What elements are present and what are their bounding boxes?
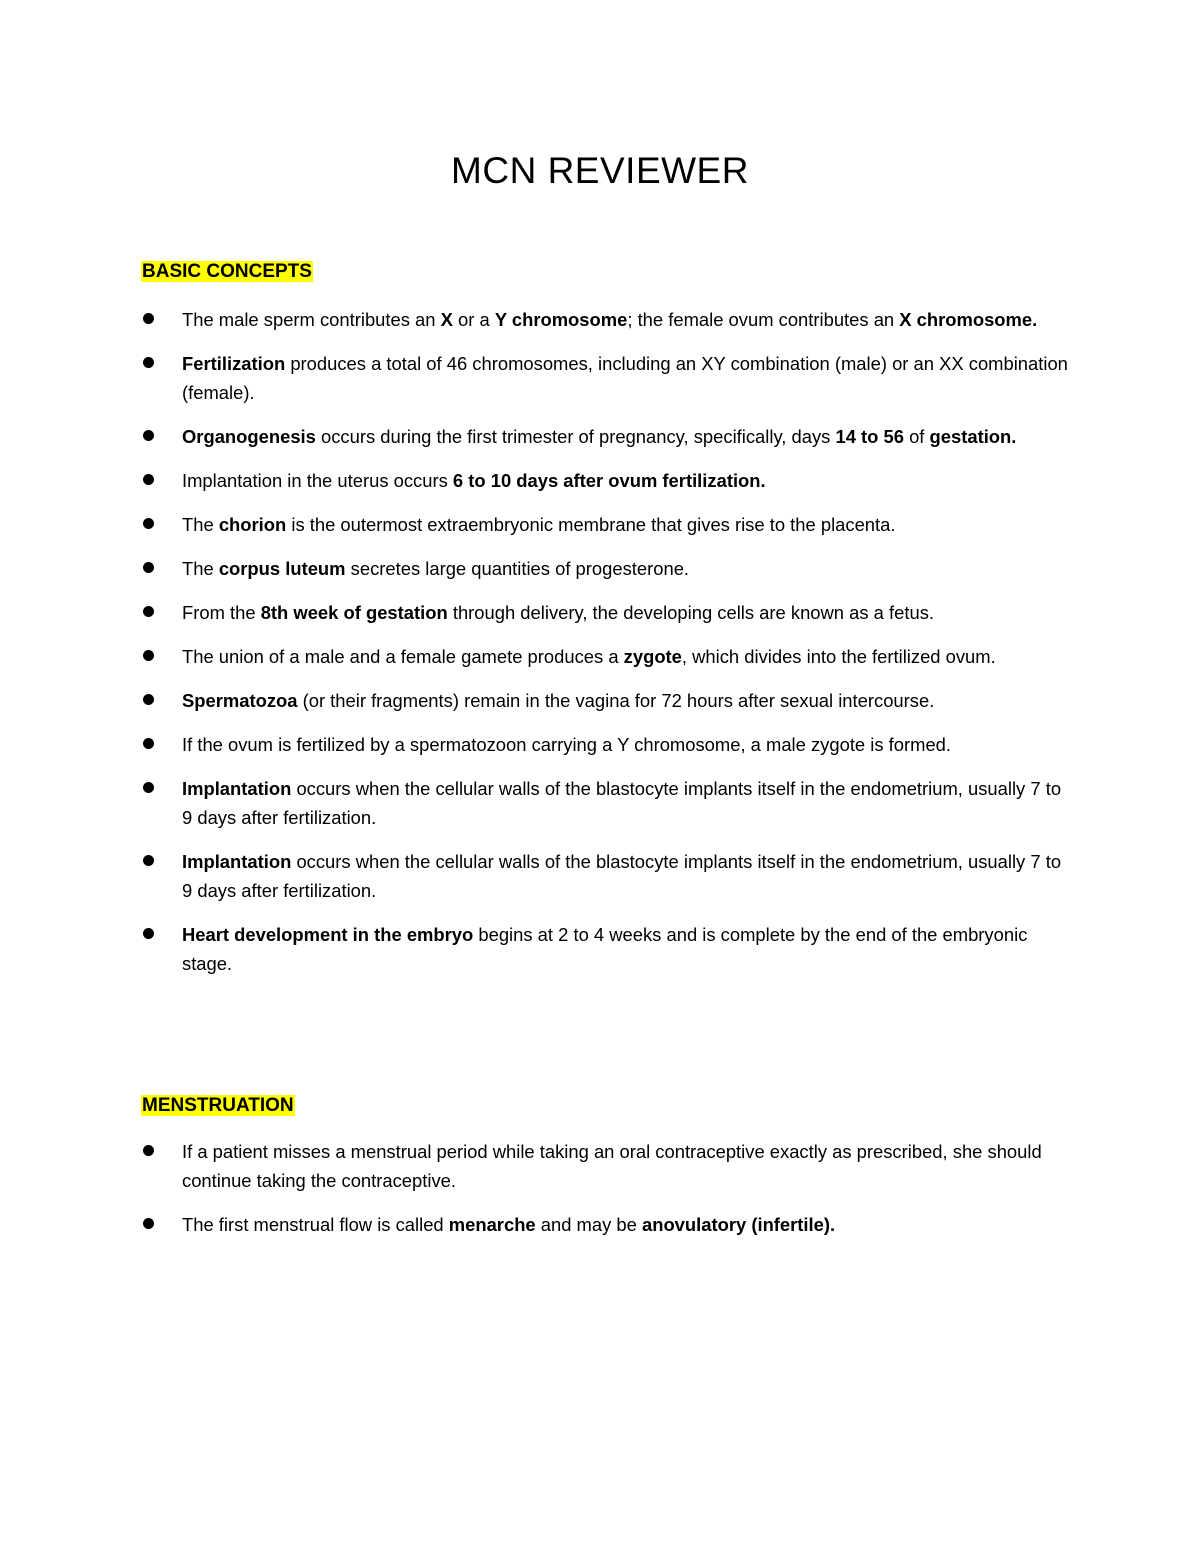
item-text: occurs when the cellular walls of the blastocyte implants itself in the endometrium, usually 7 to 9 days after fertilization. [182,778,1062,828]
bullet-icon [143,430,154,441]
item-text: occurs when the cellular walls of the blastocyte implants itself in the endometrium, usually 7 to 9 days after fertilization. [182,851,1062,901]
item-text: and may be [535,1214,642,1235]
bold-text: 8th week of gestation [260,602,448,623]
item-text: Implantation in the uterus occurs [182,470,453,491]
bullet-icon [143,606,154,617]
item-text: The union of a male and a female gamete produces a [182,646,624,667]
item-text: The first menstrual flow is called [182,1214,449,1235]
item-text: through delivery, the developing cells are known as a fetus. [447,602,934,623]
bullet-icon [143,1218,154,1229]
heading-highlight: MENSTRUATION [142,1095,294,1116]
item-text: From the [182,602,261,623]
list-item [141,774,1071,832]
list-item [141,642,1071,671]
section-heading-menstruation [141,1092,295,1120]
section-heading-basic-concepts [141,258,313,286]
basic-concepts-list [141,305,1071,993]
item-text: If a patient misses a menstrual period while taking an oral contraceptive exactly as prescribed, she should continue taking the contraceptive. [182,1141,1042,1191]
list-item [141,510,1071,539]
bold-text: gestation. [929,426,1017,447]
bullet-icon [143,650,154,661]
bold-text: 6 to 10 days after ovum fertilization. [452,470,766,491]
bold-text: Implantation [182,778,292,799]
bold-text: 14 to 56 [835,426,904,447]
bold-text: X chromosome. [899,309,1038,330]
list-item [141,920,1071,978]
bullet-icon [143,562,154,573]
item-text: of [903,426,930,447]
item-text: If the ovum is fertilized by a spermatozoon carrying a Y chromosome, a male zygote is formed. [182,734,952,755]
list-item [141,1137,1071,1195]
bullet-icon [143,928,154,939]
menstruation-list [141,1137,1071,1254]
list-item [141,847,1071,905]
item-text: occurs during the first trimester of pregnancy, specifically, days [315,426,836,447]
bold-text: anovulatory (infertile). [641,1214,836,1235]
list-item [141,598,1071,627]
bullet-icon [143,313,154,324]
item-text: produces a total of 46 chromosomes, including an XY combination (male) or an XX combination (female). [182,353,1068,403]
bullet-icon [143,738,154,749]
list-item [141,730,1071,759]
bullet-icon [143,694,154,705]
bullet-icon [143,855,154,866]
bold-text: Heart development in the embryo [182,924,474,945]
bullet-icon [143,518,154,529]
item-text: is the outermost extraembryonic membrane that gives rise to the placenta. [286,514,896,535]
list-item [141,1210,1071,1239]
item-text: The male sperm contributes an [182,309,441,330]
bullet-icon [143,1145,154,1156]
bold-text: X [440,309,453,330]
bold-text: menarche [448,1214,536,1235]
list-item [141,466,1071,495]
bold-text: Spermatozoa [182,690,298,711]
bold-text: Fertilization [182,353,286,374]
list-item [141,686,1071,715]
list-item [141,422,1071,451]
bold-text: Organogenesis [182,426,316,447]
heading-highlight: BASIC CONCEPTS [142,261,312,282]
bold-text: Y chromosome [494,309,628,330]
bold-text: corpus luteum [218,558,346,579]
item-text: (or their fragments) remain in the vagina for 72 hours after sexual intercourse. [297,690,935,711]
bold-text: Implantation [182,851,292,872]
item-text: or a [452,309,495,330]
bold-text: chorion [218,514,287,535]
list-item [141,305,1071,334]
item-text: ; the female ovum contributes an [627,309,900,330]
item-text: , which divides into the fertilized ovum. [681,646,996,667]
item-text: secretes large quantities of progesterone. [345,558,690,579]
item-text: begins at 2 to 4 weeks and is complete by the end of the embryonic stage. [182,924,1028,974]
item-text: The [182,558,219,579]
list-item [141,349,1071,407]
bullet-icon [143,357,154,368]
list-item [141,554,1071,583]
page-title: MCN REVIEWER [451,150,749,191]
item-text: The [182,514,219,535]
bullet-icon [143,782,154,793]
bold-text: zygote [623,646,682,667]
bullet-icon [143,474,154,485]
